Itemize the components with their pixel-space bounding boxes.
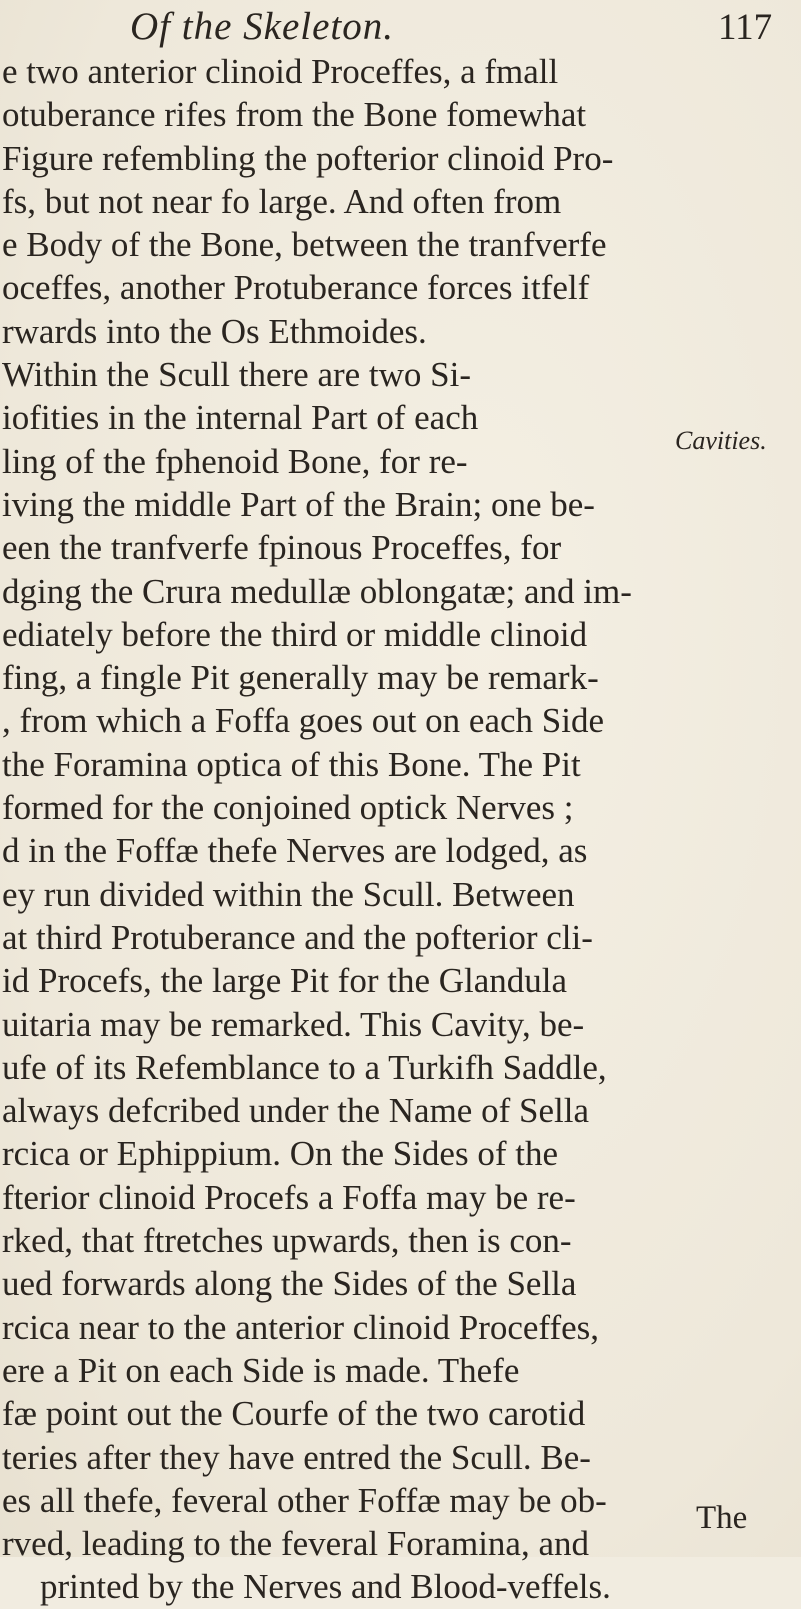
- text-line: fs, but not near fo large. And often from: [2, 181, 562, 221]
- text-line: ufe of its Refemblance to a Turkifh Saddle,: [2, 1047, 607, 1087]
- text-line: uitaria may be remarked. This Cavity, be-: [2, 1004, 585, 1044]
- text-line: , from which a Foffa goes out on each Side: [2, 701, 604, 741]
- text-line: rked, that ftretches upwards, then is con-: [2, 1221, 572, 1261]
- text-line: always defcribed under the Name of Sella: [2, 1091, 589, 1131]
- running-title: Of the Skeleton.: [130, 5, 394, 48]
- text-line: iving the middle Part of the Brain; one be-: [2, 484, 595, 524]
- text-line: rved, leading to the feveral Foramina, and: [2, 1524, 590, 1564]
- text-line: ediately before the third or middle clinoid: [2, 614, 588, 654]
- text-line: een the tranfverfe fpinous Proceffes, for: [2, 528, 562, 568]
- text-line: ling of the fphenoid Bone, for re-: [2, 441, 468, 481]
- text-line: oceffes, another Protuberance forces itfelf: [2, 268, 590, 308]
- text-line: ued forwards along the Sides of the Sella: [2, 1264, 577, 1304]
- text-line: ere a Pit on each Side is made. Thefe: [2, 1350, 520, 1390]
- text-line: the Foramina optica of this Bone. The Pit: [2, 744, 581, 784]
- page-number: 117: [718, 7, 773, 48]
- text-line: e two anterior clinoid Proceffes, a fmall: [2, 52, 559, 91]
- text-line: fing, a fingle Pit generally may be remark-: [2, 658, 599, 698]
- text-line: fterior clinoid Procefs a Foffa may be re-: [2, 1177, 576, 1217]
- text-line: rcica near to the anterior clinoid Proceffes,: [2, 1307, 599, 1347]
- text-line: at third Protuberance and the pofterior cli-: [2, 917, 593, 957]
- text-line: rwards into the Os Ethmoides.: [2, 311, 427, 351]
- margin-note: Cavities.: [675, 426, 767, 455]
- catchword: The: [696, 1500, 748, 1536]
- text-line: printed by the Nerves and Blood-veffels.: [40, 1567, 611, 1607]
- text-line: teries after they have entred the Scull. Be-: [2, 1437, 591, 1477]
- text-line: Within the Scull there are two Si-: [2, 355, 472, 395]
- text-line: Figure refembling the pofterior clinoid Pro-: [2, 138, 614, 178]
- page-header: [0, 4, 801, 52]
- body-text: [0, 50, 801, 1609]
- text-line: dging the Crura medullæ oblongatæ; and im-: [2, 571, 632, 611]
- text-line: fæ point out the Courfe of the two carotid: [2, 1394, 586, 1434]
- text-line: ey run divided within the Scull. Between: [2, 874, 575, 914]
- text-line: e Body of the Bone, between the tranfverfe: [2, 225, 607, 265]
- text-line: es all thefe, feveral other Foffæ may be ob-: [2, 1480, 607, 1520]
- text-line: otuberance rifes from the Bone fomewhat: [2, 95, 587, 135]
- text-line: formed for the conjoined optick Nerves ;: [2, 788, 574, 828]
- text-line: rcica or Ephippium. On the Sides of the: [2, 1134, 558, 1174]
- text-line: iofities in the internal Part of each: [2, 398, 479, 438]
- text-line: d in the Foffæ thefe Nerves are lodged, as: [2, 831, 588, 871]
- text-line: id Procefs, the large Pit for the Glandula: [2, 961, 568, 1001]
